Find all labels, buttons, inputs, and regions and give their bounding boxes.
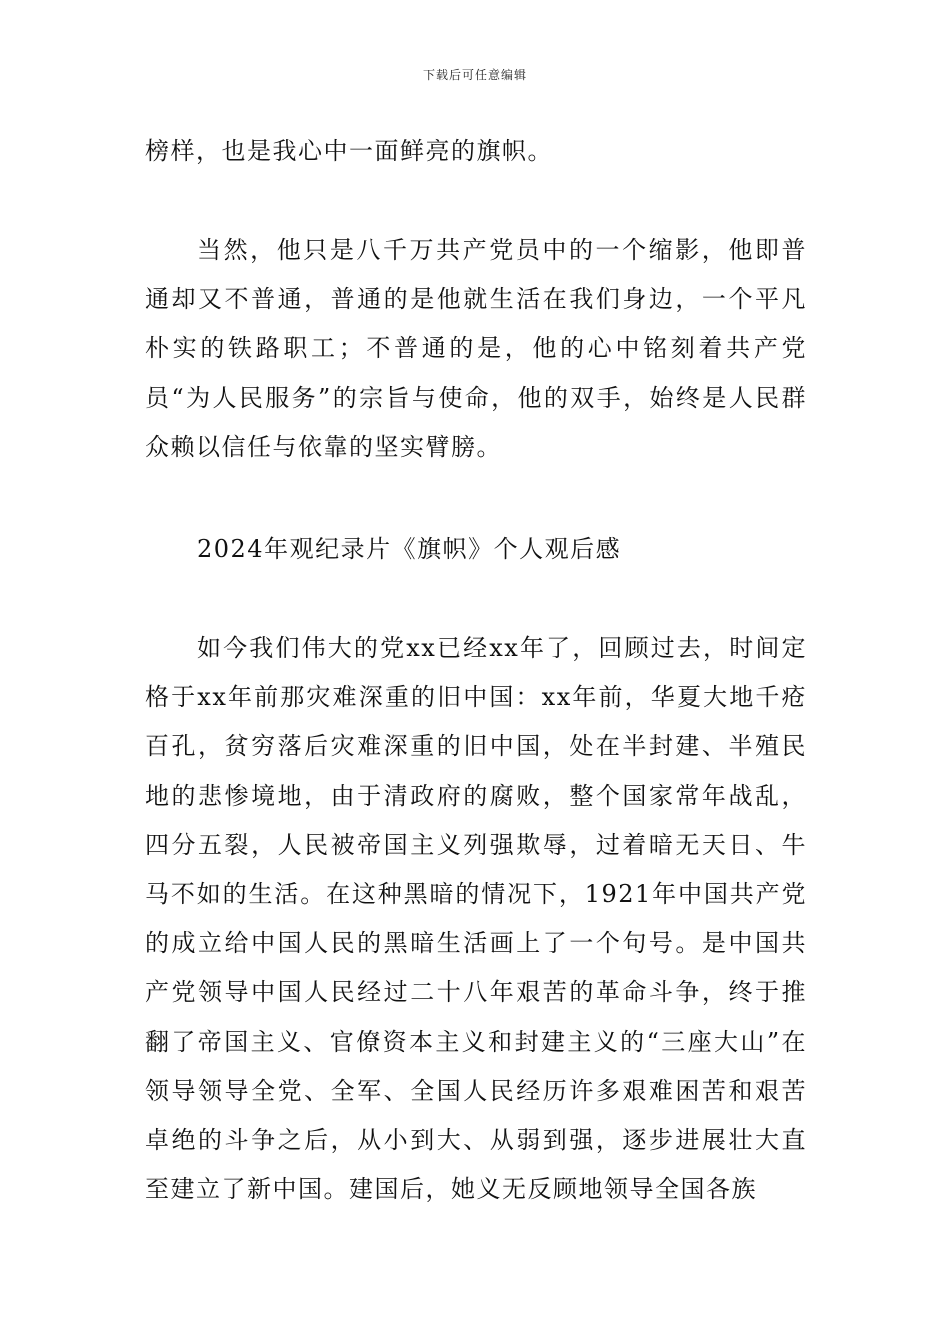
section-heading: 2024年观纪录片《旗帜》个人观后感 xyxy=(197,535,622,563)
page-header: 下载后可任意编辑 xyxy=(422,68,527,82)
paragraph-second: 当然，他只是八千万共产党员中的一个缩影，他即普通却又不普通，普通的是他就生活在我们身边，一个平凡朴实的铁路职工；不普通的是，他的心中铭刻着共产党员“为人民服务”的宗旨与使命，他的双手，始终是人民群众赖以信任与依靠的坚实臂膀。 xyxy=(145,236,807,461)
paragraph-third: 如今我们伟大的党xx已经xx年了，回顾过去，时间定格于xx年前那灾难深重的旧中国：xx年前，华夏大地千疮百孔，贫穷落后灾难深重的旧中国，处在半封建、半殖民地的悲惨境地，由于清政府的腐败，整个国家常年战乱，四分五裂，人民被帝国主义列强欺辱，过着暗无天日、牛马不如的生活。在这种黑暗的情况下，1921年中国共产党的成立给中国人民的黑暗生活画上了一个句号。是中国共产党领导中国人民经过二十八年艰苦的革命斗争，终于推翻了帝国主义、官僚资本主义和封建主义的“三座大山”在领导领导全党、全军、全国人民经历许多艰难困苦和艰苦卓绝的斗争之后，从小到大、从弱到强，逐步进展壮大直至建立了新中国。建国后，她义无反顾地领导全国各族 xyxy=(145,634,807,1204)
paragraph-continuation: 榜样，也是我心中一面鲜亮的旗帜。 xyxy=(145,137,553,165)
